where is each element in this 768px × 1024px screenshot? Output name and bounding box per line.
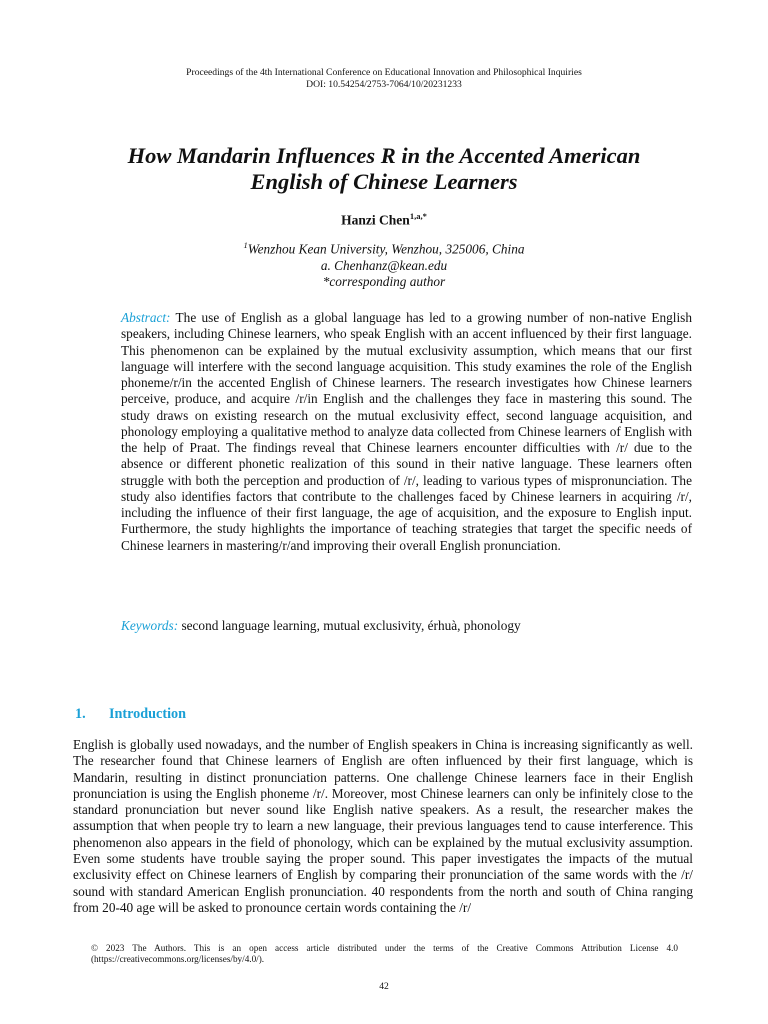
- keywords: [121, 618, 692, 634]
- license-footnote: © 2023 The Authors. This is an open access article distributed under the terms of the Creative Commons Attribution License 4.0 (https://creativecommons.org/licenses/by/4.0/).: [91, 943, 678, 964]
- title-line-2: English of Chinese Learners: [250, 169, 518, 194]
- affiliation-institution: Wenzhou Kean University, Wenzhou, 325006, China: [247, 241, 525, 257]
- author-email: a. Chenhanz@kean.edu: [320, 257, 448, 273]
- corresponding-note: *corresponding author: [322, 274, 446, 290]
- header-doi: DOI: 10.54254/2753-7064/10/20231233: [306, 78, 462, 90]
- abstract: [121, 310, 692, 554]
- affiliation-block: [0, 237, 768, 291]
- author-name: Hanzi Chen: [341, 212, 410, 228]
- author-line: [0, 211, 768, 229]
- running-header: [0, 67, 768, 90]
- page-number: 42: [379, 981, 389, 992]
- section-number: 1.: [75, 706, 86, 722]
- title-line-1: How Mandarin Influences R in the Accented American: [127, 143, 641, 168]
- affiliation-institution-line: [0, 237, 768, 258]
- introduction-paragraph: English is globally used nowadays, and the number of English speakers in China is increasing significantly as well. The researcher found that Chinese learners of English are often influenced by their first language, which is Mandarin, resulting in distinct pronunciation patterns. One challenge Chinese learners face in their English pronunciation is using the English phoneme /r/. Moreover, most Chinese learners can only be infinitely close to the standard pronunciation but never sound like English native speakers. As a result, the researcher makes the assumption that when people try to learn a new language, their previous languages tend to cause interference. This phenomenon also appears in the field of phonology, which can be explained by the mutual exclusivity assumption. Even some students have trouble saying the proper sound. This paper investigates the impacts of the mutual exclusivity effect on Chinese learners of English by comparing their pronunciation of the same words with the /r/ sound with standard American English pronunciation. 40 respondents from the north and south of China ranging from 20-40 age will be asked to pronounce certain words containing the /r/: [73, 737, 693, 915]
- affiliation-superscript: 1: [243, 240, 248, 250]
- abstract-label: Abstract:: [121, 310, 171, 325]
- section-title: Introduction: [109, 706, 186, 722]
- paper-title: [60, 143, 708, 195]
- author-superscript: 1,a,*: [409, 211, 427, 221]
- abstract-text: The use of English as a global language has led to a growing number of non-native English speakers, including Chinese learners, who speak English with an accent influenced by their first language. This phenomenon can be explained by the mutual exclusivity assumption, which means that our first language will interfere with the second language acquisition. This study examines the role of the English phoneme/r/in the accented English of Chinese learners. The research investigates how Chinese learners perceive, produce, and acquire /r/in English and the challenges they face in mastering this sound. The study draws on existing research on the mutual exclusivity effect, second language acquisition, and phonology employing a qualitative method to analyze data collected from Chinese learners of English with the help of Praat. The findings reveal that Chinese learners encounter difficulties with /r/ due to the absence or different phonetic realization of this sound in their native language. These learners often struggle with both the perception and production of /r/, leading to various types of mispronunciation. The study also identifies factors that contribute to the challenges faced by Chinese learners in acquiring /r/, including the influence of their first language, the age of acquisition, and the exposure to English input. Furthermore, the study highlights the importance of teaching strategies that target the specific needs of Chinese learners in mastering/r/and improving their overall English pronunciation.: [121, 310, 692, 553]
- keywords-text: second language learning, mutual exclusivity, érhuà, phonology: [181, 618, 521, 633]
- header-proceedings: Proceedings of the 4th International Conference on Educational Innovation and Philosophical Inquiries: [186, 67, 582, 78]
- keywords-label: Keywords:: [121, 618, 179, 633]
- section-heading-introduction: [75, 706, 186, 723]
